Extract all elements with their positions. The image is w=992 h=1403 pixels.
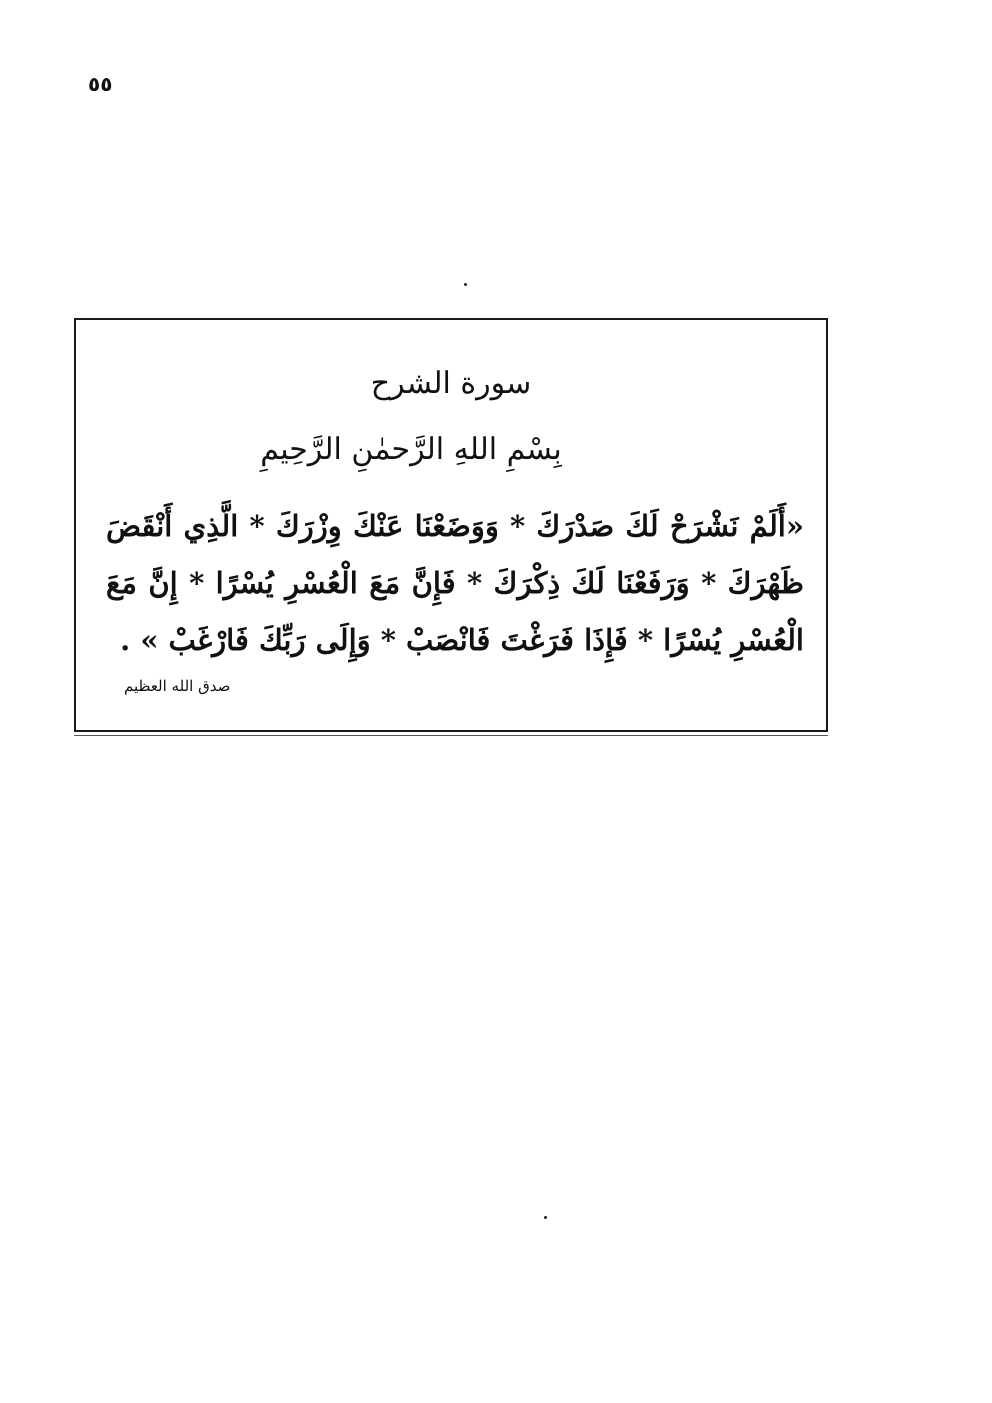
page-number: ٥٥ [88,72,113,96]
scan-speck [464,283,467,286]
scan-speck [544,1216,547,1219]
closing-phrase: صدق الله العظيم [124,677,231,695]
surah-verses: «أَلَمْ نَشْرَحْ لَكَ صَدْرَكَ * وَوَضَعْنَا عَنْكَ وِزْرَكَ * الَّذِي أَنْقَضَ ظَهْرَكَ * وَرَفَعْنَا لَكَ ذِكْرَكَ * فَإِنَّ مَعَ الْعُسْرِ يُسْرًا * إِنَّ مَعَ الْعُسْرِ يُسْرًا * فَإِذَا فَرَغْتَ فَانْصَبْ * وَإِلَى رَبِّكَ فَارْغَبْ » . [106,509,804,657]
surah-frame [74,318,828,732]
surah-title: سورة الشرح [370,366,532,401]
basmala: بِسْمِ اللهِ الرَّحمٰنِ الرَّحِيمِ [260,432,562,467]
